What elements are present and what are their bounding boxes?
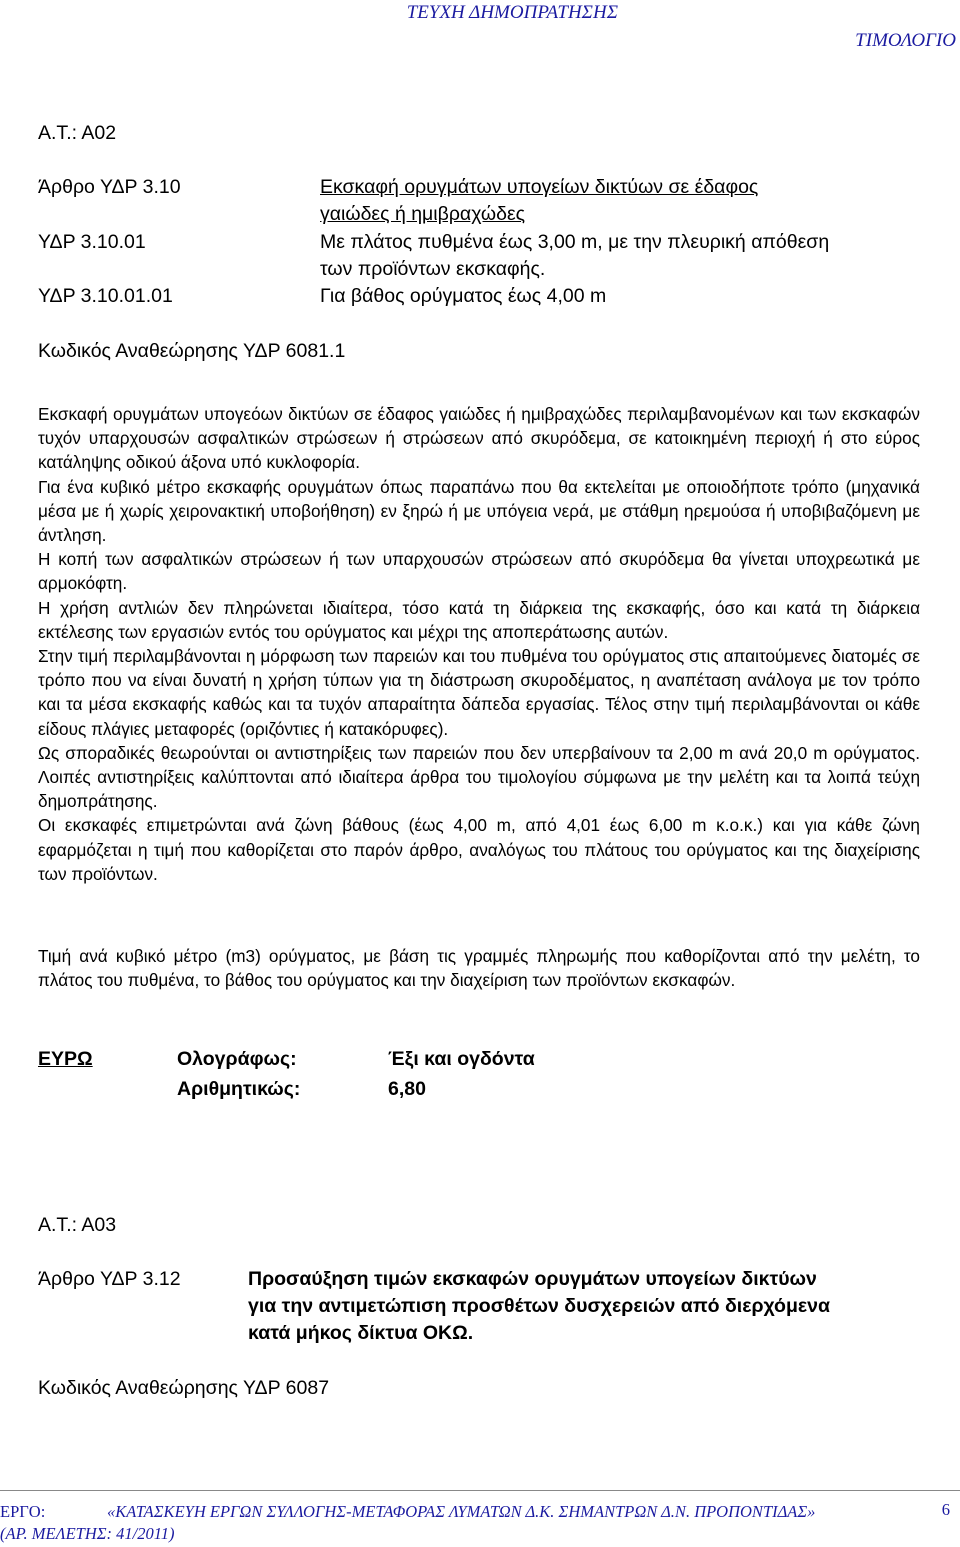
article-subtitle-line3: Για βάθος ορύγματος έως 4,00 m [320, 285, 607, 307]
article-at-code: Α.Τ.: Α02 [38, 122, 117, 144]
article-code: Άρθρο ΥΔΡ 3.10 [38, 176, 181, 198]
paragraph: Η χρήση αντλιών δεν πληρώνεται ιδιαίτερα, τόσο κατά τη διάρκεια της εκσκαφής, όσο και κατά τη διάρκεια εκτέλεσης των εργασιών εντός του ορύγματος και μέχρι της αποπεράτωσης αυτών. [38, 597, 920, 642]
article-title-line1: Προσαύξηση τιμών εκσκαφών ορυγμάτων υπογείων δικτύων [248, 1268, 817, 1290]
article-title-line1: Εκσκαφή ορυγμάτων υπογείων δικτύων σε έδαφος [320, 176, 759, 198]
article-subcode: ΥΔΡ 3.10.01 [38, 231, 146, 253]
article-code: Άρθρο ΥΔΡ 3.12 [38, 1268, 181, 1290]
price-words-value: Έξι και ογδόντα [388, 1048, 535, 1070]
currency-label: ΕΥΡΩ [38, 1048, 93, 1070]
footer-project: «ΚΑΤΑΣΚΕΥΗ ΕΡΓΩΝ ΣΥΛΛΟΓΗΣ-ΜΕΤΑΦΟΡΑΣ ΛΥΜΑΤΩΝ Δ.Κ. ΣΗΜΑΝΤΡΩΝ Δ.Ν. ΠΡΟΠΟΝΤΙΔΑΣ» [107, 1502, 816, 1521]
price-words-label: Ολογράφως: [177, 1048, 297, 1070]
paragraph: Εκσκαφή ορυγμάτων υπογεόων δικτύων σε έδαφος γαιώδες ή ημιβραχώδες περιλαμβανομένων και των εκσκαφών τυχόν υπαρχουσών ασφαλτικών στρώσεων ή στρώσεων από σκυρόδεμα, σε κατοικημένη περιοχή ή στο εύρος κατάληψης οδικού άξονα υπό κυκλοφορία. [38, 404, 920, 473]
header-section: ΤΙΜΟΛΟΓΙΟ [855, 30, 956, 51]
article-subtitle-line2: των προϊόντων εκσκαφής. [320, 258, 546, 280]
footer-divider [0, 1490, 960, 1491]
paragraph: Τιμή ανά κυβικό μέτρο (m3) ορύγματος, με βάση τις γραμμές πληρωμής που καθορίζονται από την μελέτη, το πλάτος του πυθμένα, το βάθος του ορύγματος και την διαχείριση των προϊόντων εκσκαφών. [38, 946, 920, 991]
header-doc-type: ΤΕΥΧΗ ΔΗΜΟΠΡΑΤΗΣΗΣ [406, 2, 618, 23]
paragraph: Για ένα κυβικό μέτρο εκσκαφής ορυγμάτων όπως παραπάνω που θα εκτελείται με οποιοδήποτε τρόπο (μηχανικά μέσα με ή χωρίς χειρονακτική υποβοήθηση) εν ξηρώ ή με υπόγεια νερά, με στάθμη ηρεμούσα ή υποβιβαζόμενη με άντληση. [38, 476, 920, 546]
article-title-line3: κατά μήκος δίκτυα ΟΚΩ. [248, 1322, 474, 1344]
paragraph: Η κοπή των ασφαλτικών στρώσεων ή των υπαρχουσών στρώσεων από σκυρόδεμα θα γίνεται υποχρεωτικά με αρμοκόφτη. [38, 549, 920, 594]
article-title-line2: γαιώδες ή ημιβραχώδες [320, 203, 526, 225]
article-title-line2: για την αντιμετώπιση προσθέτων δυσχερειών από διερχόμενα [248, 1295, 830, 1317]
footer-study-number: (ΑΡ. ΜΕΛΕΤΗΣ: 41/2011) [0, 1524, 175, 1543]
revision-code: Κωδικός Αναθεώρησης ΥΔΡ 6087 [38, 1377, 330, 1399]
price-number-value: 6,80 [388, 1078, 426, 1100]
page-number: 6 [941, 1500, 950, 1519]
article-subsubcode: ΥΔΡ 3.10.01.01 [38, 285, 173, 307]
article-at-code: Α.Τ.: Α03 [38, 1214, 117, 1236]
paragraph: Στην τιμή περιλαμβάνονται η μόρφωση των παρειών και του πυθμένα του ορύγματος στις απαιτούμενες διατομές σε τρόπο που να είναι δυνατή η χρήση τύπων για τη διάστρωση σκυροδέματος, η αναπέταση ανάλογα με τον τρόπο και τα μέσα εκσκαφής καθώς και τα τυχόν απαραίτητα δάπεδα εργασίας. Τέλος στην τιμή περιλαμβάνονται οι κάθε είδους πλάγιες μεταφορές (οριζόντιες ή κατακόρυφες). [38, 646, 920, 739]
price-number-label: Αριθμητικώς: [177, 1078, 301, 1100]
paragraph: Οι εκσκαφές επιμετρώνται ανά ζώνη βάθους (έως 4,00 m, από 4,01 έως 6,00 m κ.ο.κ.) και για κάθε ζώνη εφαρμόζεται η τιμή που καθορίζεται στο παρόν άρθρο, αναλόγως του πλάτους του ορύγματος και της διαχείρισης των προϊόντων. [38, 815, 920, 884]
footer-label: ΕΡΓΟ: [0, 1502, 46, 1521]
price-description [38, 944, 920, 992]
article-subtitle-line1: Με πλάτος πυθμένα έως 3,00 m, με την πλευρική απόθεση [320, 231, 830, 253]
article-description [38, 402, 920, 886]
revision-code: Κωδικός Αναθεώρησης ΥΔΡ 6081.1 [38, 340, 346, 362]
paragraph: Ως σποραδικές θεωρούνται οι αντιστηρίξεις των παρειών που δεν υπερβαίνουν τα 2,00 m ανά 20,0 m ορύγματος. Λοιπές αντιστηρίξεις καλύπτονται από ιδιαίτερα άρθρα του τιμολογίου σύμφωνα με την μελέτη και τα λοιπά τεύχη δημοπράτησης. [38, 742, 920, 812]
